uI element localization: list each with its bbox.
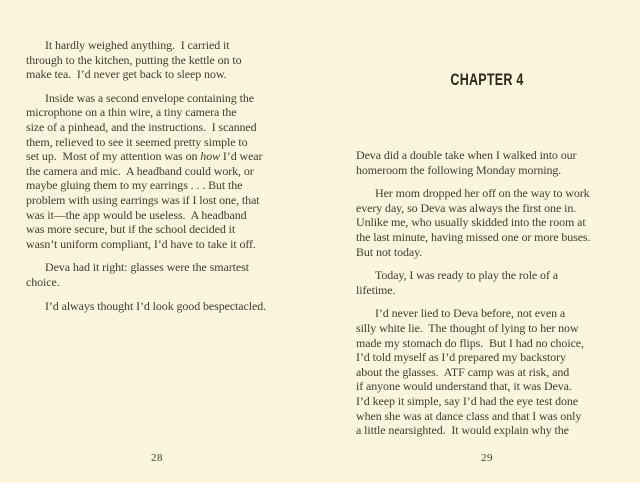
text-line: silly white lie. The thought of lying to her now xyxy=(356,320,579,335)
text-line: them, relieved to see it seemed pretty simple to xyxy=(26,134,248,149)
page-number-right: 29 xyxy=(481,452,493,464)
text-line: made my stomach do flips. But I had no choice, xyxy=(356,335,584,350)
text-line: It hardly weighed anything. I carried it xyxy=(45,38,230,52)
text-line: when she was at dance class and that I was only xyxy=(356,408,582,423)
chapter-heading: CHAPTER 4 xyxy=(450,71,524,89)
text-line: maybe gluing them to my earrings . . . But the xyxy=(26,178,243,193)
text-line: Deva did a double take when I walked into our xyxy=(356,148,577,162)
text-line: But not today. xyxy=(356,244,423,259)
text-line: Inside was a second envelope containing the xyxy=(45,90,254,105)
italic-word: how xyxy=(200,149,221,164)
text-line: I’d always thought I’d look good bespectacled. xyxy=(45,298,267,313)
text-line: was more secure, but if the school decided it xyxy=(26,222,236,237)
text-line: wasn’t uniform compliant, I’d have to take it off. xyxy=(26,236,256,251)
paragraph xyxy=(26,91,288,252)
text-line: through to the kitchen, putting the kettle on to xyxy=(26,52,242,67)
paragraph xyxy=(356,268,618,297)
left-page-body xyxy=(26,38,288,313)
text-line: Her mom dropped her off on the way to work xyxy=(375,186,590,201)
text-segment: I’d wear xyxy=(220,149,263,164)
text-line: problem with using earrings was if I lost one, that xyxy=(26,192,260,207)
text-line: the last minute, having missed one or more buses. xyxy=(356,229,591,244)
text-line: I’d told myself as I’d prepared my backstory xyxy=(356,350,566,365)
text-line: if anyone would understand that, it was Deva. xyxy=(356,379,572,394)
text-segment: set up. Most of my attention was on xyxy=(26,149,201,164)
text-line: microphone on a thin wire, a tiny camera the xyxy=(26,105,237,120)
text-line: about the glasses. ATF camp was at risk, and xyxy=(356,364,570,379)
text-line: Unlike me, who usually skidded into the room at xyxy=(356,215,586,230)
right-page[interactable] xyxy=(320,0,640,483)
text-line: I’d never lied to Deva before, not even a xyxy=(375,306,566,321)
text-line: I’d keep it simple, say I’d had the eye test done xyxy=(356,393,579,408)
paragraph xyxy=(26,38,288,82)
text-line: every day, so Deva was always the first one in. xyxy=(356,200,577,215)
text-line: lifetime. xyxy=(356,282,396,297)
text-line: choice. xyxy=(26,274,60,289)
right-page-body xyxy=(356,148,618,438)
text-line: size of a pinhead, and the instructions. I scanned xyxy=(26,119,257,134)
paragraph xyxy=(26,260,288,289)
text-line: Today, I was ready to play the role of a xyxy=(375,268,558,283)
text-line: a little nearsighted. It would explain why the xyxy=(356,423,569,438)
paragraph xyxy=(356,186,618,259)
paragraph xyxy=(26,299,288,314)
text-line: was it—the app would be useless. A headband xyxy=(26,207,247,222)
text-line: make tea. I’d never get back to sleep now. xyxy=(26,67,227,82)
paragraph xyxy=(356,306,618,437)
text-line: the camera and mic. A headband could work, or xyxy=(26,163,254,178)
page-number-left: 28 xyxy=(151,452,163,464)
text-line: Deva had it right: glasses were the smartest xyxy=(45,260,249,275)
text-line: homeroom the following Monday morning. xyxy=(356,162,562,177)
paragraph xyxy=(356,148,618,177)
text-line xyxy=(26,149,288,164)
